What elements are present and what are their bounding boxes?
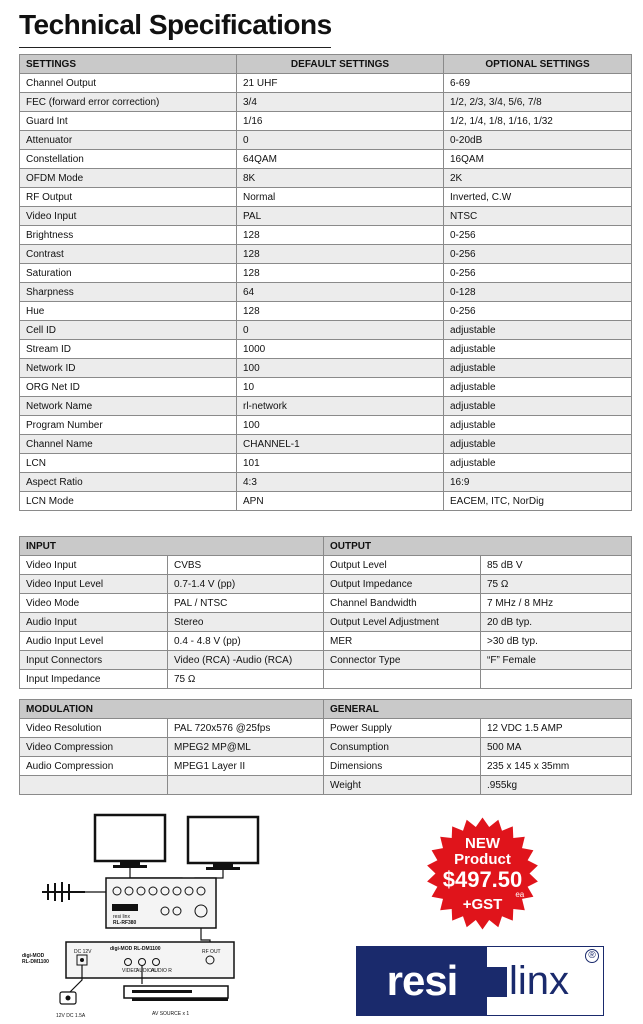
- setting-name-cell: Video Input: [20, 207, 237, 226]
- default-value-cell: 1000: [237, 340, 444, 359]
- modulation-general-table: [19, 699, 632, 795]
- optional-value-cell: 16QAM: [444, 150, 632, 169]
- general-value-cell: .955kg: [481, 776, 632, 795]
- setting-name-cell: Contrast: [20, 245, 237, 264]
- default-value-cell: 64QAM: [237, 150, 444, 169]
- settings-header: SETTINGS: [20, 55, 237, 74]
- default-value-cell: 100: [237, 359, 444, 378]
- setting-name-cell: RF Output: [20, 188, 237, 207]
- table-row: [20, 575, 632, 594]
- input-value-cell: Video (RCA) -Audio (RCA): [168, 651, 324, 670]
- table-row: [20, 473, 632, 492]
- monitor-right-icon: [188, 817, 258, 870]
- optional-value-cell: NTSC: [444, 207, 632, 226]
- optional-value-cell: adjustable: [444, 378, 632, 397]
- table-row: [20, 321, 632, 340]
- output-value-cell: 85 dB V: [481, 556, 632, 575]
- default-value-cell: 1/16: [237, 112, 444, 131]
- input-value-cell: 0.4 - 4.8 V (pp): [168, 632, 324, 651]
- table-row: [20, 776, 632, 795]
- output-header: OUTPUT: [324, 537, 632, 556]
- optional-value-cell: 1/2, 2/3, 3/4, 5/6, 7/8: [444, 93, 632, 112]
- table-row: [20, 188, 632, 207]
- setting-name-cell: LCN Mode: [20, 492, 237, 511]
- table-row: [20, 492, 632, 511]
- table-row: [20, 556, 632, 575]
- table-row: [20, 416, 632, 435]
- setting-name-cell: Constellation: [20, 150, 237, 169]
- table-row: [20, 738, 632, 757]
- setting-name-cell: Aspect Ratio: [20, 473, 237, 492]
- table-row: [20, 245, 632, 264]
- logo-linx-text: linx: [509, 958, 570, 1003]
- default-value-cell: 64: [237, 283, 444, 302]
- default-value-cell: 8K: [237, 169, 444, 188]
- modulation-value-cell: [168, 776, 324, 795]
- input-name-cell: Video Input Level: [20, 575, 168, 594]
- modulation-value-cell: PAL 720x576 @25fps: [168, 719, 324, 738]
- output-name-cell: MER: [324, 632, 481, 651]
- default-value-cell: 101: [237, 454, 444, 473]
- output-value-cell: “F” Female: [481, 651, 632, 670]
- rf-out-label: RF OUT: [202, 949, 221, 955]
- input-name-cell: Input Connectors: [20, 651, 168, 670]
- modulator-device: [66, 942, 234, 978]
- logo-resi-text: resi: [357, 947, 487, 1015]
- modulation-name-cell: Video Compression: [20, 738, 168, 757]
- table-row: [20, 454, 632, 473]
- setting-name-cell: Attenuator: [20, 131, 237, 150]
- table-row: [20, 435, 632, 454]
- av-source-icon: [124, 986, 228, 1001]
- table-row: [20, 226, 632, 245]
- optional-value-cell: Inverted, C.W: [444, 188, 632, 207]
- default-value-cell: 0: [237, 321, 444, 340]
- dc-label: DC 12V: [74, 949, 92, 955]
- default-value-cell: 100: [237, 416, 444, 435]
- optional-value-cell: 0-256: [444, 226, 632, 245]
- default-value-cell: APN: [237, 492, 444, 511]
- device-brand-label: resi linx: [113, 914, 130, 920]
- optional-value-cell: 0-256: [444, 302, 632, 321]
- default-value-cell: 128: [237, 226, 444, 245]
- general-header: GENERAL: [324, 700, 632, 719]
- settings-table: [19, 54, 632, 511]
- connection-diagram: [20, 812, 260, 1022]
- input-output-table: [19, 536, 632, 689]
- badge-price-text: [442, 866, 525, 899]
- input-header: INPUT: [20, 537, 324, 556]
- optional-value-cell: adjustable: [444, 435, 632, 454]
- default-value-cell: 0: [237, 131, 444, 150]
- setting-name-cell: Brightness: [20, 226, 237, 245]
- input-value-cell: PAL / NTSC: [168, 594, 324, 613]
- setting-name-cell: Network Name: [20, 397, 237, 416]
- optional-value-cell: 2K: [444, 169, 632, 188]
- table-row: [20, 207, 632, 226]
- video-port-label: VIDEO: [122, 968, 138, 974]
- default-value-cell: 3/4: [237, 93, 444, 112]
- general-name-cell: Weight: [324, 776, 481, 795]
- table-row: [20, 359, 632, 378]
- antenna-icon: [42, 882, 106, 902]
- device-model-label: RL-RF380: [113, 920, 137, 926]
- optional-value-cell: adjustable: [444, 416, 632, 435]
- table-row: [20, 340, 632, 359]
- table-row: [20, 93, 632, 112]
- table-row: [20, 670, 632, 689]
- optional-value-cell: 1/2, 1/4, 1/8, 1/16, 1/32: [444, 112, 632, 131]
- setting-name-cell: Saturation: [20, 264, 237, 283]
- badge-new-text: NEW: [465, 834, 500, 852]
- badge-product-text: Product: [454, 850, 511, 868]
- default-value-cell: rl-network: [237, 397, 444, 416]
- input-name-cell: Video Mode: [20, 594, 168, 613]
- general-name-cell: Power Supply: [324, 719, 481, 738]
- table-row: [20, 283, 632, 302]
- modulation-header: MODULATION: [20, 700, 324, 719]
- input-name-cell: Audio Input: [20, 613, 168, 632]
- modulation-value-cell: MPEG2 MP@ML: [168, 738, 324, 757]
- general-name-cell: Consumption: [324, 738, 481, 757]
- output-name-cell: Connector Type: [324, 651, 481, 670]
- table-row: [20, 757, 632, 776]
- brand-logo: [356, 946, 604, 1016]
- modulator-side-label-2: RL-DM1100: [22, 959, 49, 965]
- badge-ea-text: ea: [515, 889, 525, 899]
- table-row: [20, 112, 632, 131]
- table-row: [20, 169, 632, 188]
- table-row: [20, 131, 632, 150]
- setting-name-cell: Cell ID: [20, 321, 237, 340]
- setting-name-cell: Hue: [20, 302, 237, 321]
- setting-name-cell: FEC (forward error correction): [20, 93, 237, 112]
- input-value-cell: 75 Ω: [168, 670, 324, 689]
- title-underline: [19, 47, 331, 48]
- optional-value-cell: adjustable: [444, 340, 632, 359]
- optional-settings-header: OPTIONAL SETTINGS: [444, 55, 632, 74]
- input-value-cell: Stereo: [168, 613, 324, 632]
- general-value-cell: 235 x 145 x 35mm: [481, 757, 632, 776]
- default-value-cell: Normal: [237, 188, 444, 207]
- modulation-name-cell: Audio Compression: [20, 757, 168, 776]
- monitor-left-icon: [95, 815, 165, 868]
- setting-name-cell: Stream ID: [20, 340, 237, 359]
- distribution-amplifier-device: [106, 878, 216, 928]
- output-name-cell: Output Level: [324, 556, 481, 575]
- optional-value-cell: 16:9: [444, 473, 632, 492]
- audio-r-port-label: AUDIO R: [151, 968, 172, 974]
- default-settings-header: DEFAULT SETTINGS: [237, 55, 444, 74]
- table-row: [20, 397, 632, 416]
- setting-name-cell: Network ID: [20, 359, 237, 378]
- page-title: Technical Specifications: [19, 9, 332, 40]
- general-value-cell: 500 MA: [481, 738, 632, 757]
- table-row: [20, 594, 632, 613]
- optional-value-cell: adjustable: [444, 321, 632, 340]
- optional-value-cell: EACEM, ITC, NorDig: [444, 492, 632, 511]
- badge-gst-text: +GST: [462, 895, 503, 913]
- general-value-cell: 12 VDC 1.5 AMP: [481, 719, 632, 738]
- input-value-cell: 0.7-1.4 V (pp): [168, 575, 324, 594]
- output-name-cell: Output Impedance: [324, 575, 481, 594]
- table-row: [20, 264, 632, 283]
- output-value-cell: [481, 670, 632, 689]
- default-value-cell: 4:3: [237, 473, 444, 492]
- optional-value-cell: 0-128: [444, 283, 632, 302]
- price-badge: [425, 816, 540, 931]
- logo-dash: [487, 967, 507, 997]
- optional-value-cell: adjustable: [444, 454, 632, 473]
- setting-name-cell: OFDM Mode: [20, 169, 237, 188]
- modulation-name-cell: [20, 776, 168, 795]
- table-row: [20, 719, 632, 738]
- setting-name-cell: Channel Name: [20, 435, 237, 454]
- default-value-cell: 128: [237, 302, 444, 321]
- output-name-cell: [324, 670, 481, 689]
- default-value-cell: CHANNEL-1: [237, 435, 444, 454]
- av-source-label: AV SOURCE x 1: [152, 1011, 190, 1017]
- default-value-cell: 21 UHF: [237, 74, 444, 93]
- optional-value-cell: adjustable: [444, 397, 632, 416]
- input-name-cell: Input Impedance: [20, 670, 168, 689]
- modulation-value-cell: MPEG1 Layer II: [168, 757, 324, 776]
- power-label: 12V DC 1.5A: [56, 1013, 86, 1019]
- power-plug-icon: [60, 992, 76, 1004]
- setting-name-cell: Channel Output: [20, 74, 237, 93]
- table-row: [20, 613, 632, 632]
- modulation-name-cell: Video Resolution: [20, 719, 168, 738]
- input-value-cell: CVBS: [168, 556, 324, 575]
- output-value-cell: >30 dB typ.: [481, 632, 632, 651]
- setting-name-cell: Sharpness: [20, 283, 237, 302]
- output-value-cell: 20 dB typ.: [481, 613, 632, 632]
- output-name-cell: Output Level Adjustment: [324, 613, 481, 632]
- table-row: [20, 378, 632, 397]
- input-name-cell: Audio Input Level: [20, 632, 168, 651]
- optional-value-cell: 0-256: [444, 245, 632, 264]
- table-row: [20, 632, 632, 651]
- general-name-cell: Dimensions: [324, 757, 481, 776]
- table-row: [20, 150, 632, 169]
- output-value-cell: 75 Ω: [481, 575, 632, 594]
- badge-price-value: $497.50: [442, 866, 523, 892]
- optional-value-cell: 0-20dB: [444, 131, 632, 150]
- modulator-label: digi-MOD RL-DM1100: [110, 946, 161, 952]
- table-row: [20, 651, 632, 670]
- modulator-side-label-1: digi-MOD: [22, 953, 45, 959]
- registered-mark-icon: ®: [585, 949, 599, 963]
- input-name-cell: Video Input: [20, 556, 168, 575]
- default-value-cell: 128: [237, 264, 444, 283]
- table-row: [20, 74, 632, 93]
- setting-name-cell: ORG Net ID: [20, 378, 237, 397]
- optional-value-cell: 6-69: [444, 74, 632, 93]
- setting-name-cell: Program Number: [20, 416, 237, 435]
- setting-name-cell: Guard Int: [20, 112, 237, 131]
- table-row: [20, 302, 632, 321]
- optional-value-cell: 0-256: [444, 264, 632, 283]
- default-value-cell: PAL: [237, 207, 444, 226]
- default-value-cell: 10: [237, 378, 444, 397]
- audio-l-port-label: AUDIO L: [136, 968, 157, 974]
- output-name-cell: Channel Bandwidth: [324, 594, 481, 613]
- default-value-cell: 128: [237, 245, 444, 264]
- setting-name-cell: LCN: [20, 454, 237, 473]
- optional-value-cell: adjustable: [444, 359, 632, 378]
- output-value-cell: 7 MHz / 8 MHz: [481, 594, 632, 613]
